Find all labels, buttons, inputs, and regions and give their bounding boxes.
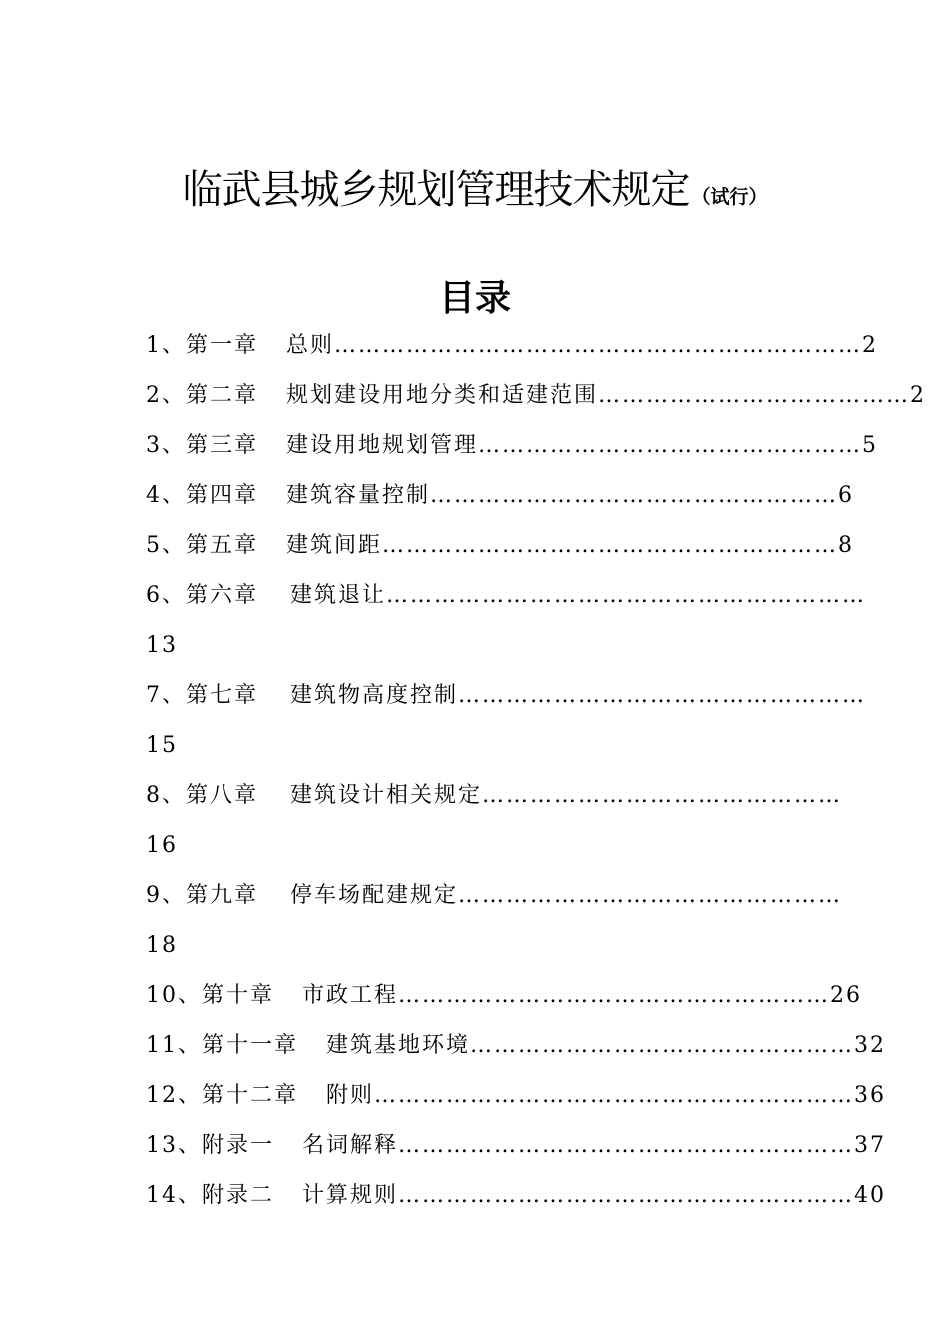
toc-entry-title: 总则	[286, 333, 335, 358]
toc-entry-leader: ……………………………………………………	[386, 583, 867, 608]
toc-entry[interactable]	[146, 1126, 886, 1166]
toc-entry-chapter: 第三章	[186, 433, 259, 458]
toc-entry-number: 6、	[146, 583, 186, 608]
toc-entry-page: 2	[910, 383, 927, 408]
toc-entry-title: 建筑物高度控制	[290, 683, 459, 708]
toc-entry-chapter: 第一章	[186, 333, 259, 358]
toc-entry-title: 停车场配建规定	[290, 883, 459, 908]
toc-entry-leader: …………………………………………………	[398, 1183, 855, 1208]
toc-entry-page: 40	[854, 1183, 887, 1208]
toc-entry-leader: …………………………………………	[458, 883, 843, 908]
toc-entry[interactable]	[146, 326, 878, 366]
toc-entry-chapter: 第六章	[186, 583, 259, 608]
toc-entry-number: 8、	[146, 783, 186, 808]
toc-entry-leader: …………………………………………………	[398, 1133, 855, 1158]
toc-entry-chapter: 第十章	[202, 983, 275, 1008]
toc-entry-title: 建筑基地环境	[326, 1033, 471, 1058]
toc-entry-chapter: 附录二	[202, 1183, 275, 1208]
toc-entry-title: 建筑容量控制	[286, 483, 431, 508]
toc-entry-page: 5	[862, 433, 879, 458]
toc-entry[interactable]	[146, 1076, 886, 1116]
toc-entry[interactable]	[146, 376, 926, 416]
toc-entry-page: 32	[854, 1033, 887, 1058]
toc-entry-number: 4、	[146, 483, 186, 508]
toc-entry-chapter: 第十二章	[202, 1083, 299, 1108]
toc-entry-leader: ……………………………………………………	[374, 1083, 855, 1108]
toc-entry-page: 26	[830, 983, 863, 1008]
toc-entry-page-line	[146, 926, 178, 966]
toc-entry-chapter: 第二章	[186, 383, 259, 408]
toc-entry-chapter: 附录一	[202, 1133, 275, 1158]
toc-entry-page: 6	[838, 483, 855, 508]
toc-entry-page-line	[146, 726, 178, 766]
toc-entry-leader: …………………………………………	[470, 1033, 855, 1058]
toc-entry[interactable]	[146, 876, 842, 916]
toc-entry-chapter: 第十一章	[202, 1033, 299, 1058]
toc-entry-number: 1、	[146, 333, 186, 358]
toc-entry[interactable]	[146, 426, 878, 466]
toc-entry-page: 36	[854, 1083, 887, 1108]
toc-entry-leader: …………………………………	[598, 383, 911, 408]
toc-entry-page: 13	[146, 633, 178, 658]
toc-entry-title: 名词解释	[302, 1133, 399, 1158]
toc-entry-number: 5、	[146, 533, 186, 558]
toc-entry-title: 计算规则	[302, 1183, 399, 1208]
toc-entry-leader: …………………………………………………	[382, 533, 839, 558]
toc-entry-number: 3、	[146, 433, 186, 458]
toc-entry-number: 9、	[146, 883, 186, 908]
toc-entry-chapter: 第七章	[186, 683, 259, 708]
toc-entry-leader: ……………………………………………	[430, 483, 839, 508]
toc-entry-chapter: 第四章	[186, 483, 259, 508]
toc-entry-number: 7、	[146, 683, 186, 708]
toc-entry-leader: …………………………………………………………	[334, 333, 863, 358]
toc-entry-title: 建筑退让	[290, 583, 387, 608]
toc-entry-number: 10、	[146, 983, 202, 1008]
toc-entry-number: 14、	[146, 1183, 202, 1208]
toc-entry-page: 16	[146, 833, 178, 858]
toc-entry-chapter: 第五章	[186, 533, 259, 558]
toc-heading: 目录	[438, 277, 511, 319]
toc-entry-chapter: 第九章	[186, 883, 259, 908]
toc-entry-number: 12、	[146, 1083, 202, 1108]
toc-entry[interactable]	[146, 1176, 886, 1216]
toc-entry-leader: ……………………………………………	[458, 683, 867, 708]
toc-entry[interactable]	[146, 676, 866, 716]
document-title	[0, 158, 950, 215]
toc-entry-page: 18	[146, 933, 178, 958]
title-main: 临武县城乡规划管理技术规定	[182, 167, 690, 213]
toc-entry[interactable]	[146, 576, 866, 616]
toc-entry-title: 规划建设用地分类和适建范围	[286, 383, 599, 408]
toc-entry-page-line	[146, 826, 178, 866]
toc-entry-title: 建筑间距	[286, 533, 383, 558]
toc-entry-leader: …………………………………………	[478, 433, 863, 458]
toc-entry-page-line	[146, 626, 178, 666]
toc-entry[interactable]	[146, 1026, 886, 1066]
toc-entry[interactable]	[146, 476, 854, 516]
toc-entry-title: 附则	[326, 1083, 375, 1108]
toc-entry[interactable]	[146, 776, 842, 816]
toc-entry-page: 37	[854, 1133, 887, 1158]
toc-entry-number: 13、	[146, 1133, 202, 1158]
toc-entry-leader: ………………………………………	[482, 783, 843, 808]
title-suffix: （试行）	[691, 186, 768, 208]
toc-entry-leader: ………………………………………………	[398, 983, 831, 1008]
toc-entry[interactable]	[146, 976, 862, 1016]
toc-entry[interactable]	[146, 526, 854, 566]
toc-entry-title: 建设用地规划管理	[286, 433, 479, 458]
toc-entry-page: 15	[146, 733, 178, 758]
toc-entry-number: 2、	[146, 383, 186, 408]
toc-entry-title: 市政工程	[302, 983, 399, 1008]
toc-entry-chapter: 第八章	[186, 783, 259, 808]
toc-entry-title: 建筑设计相关规定	[290, 783, 483, 808]
toc-entry-page: 2	[862, 333, 879, 358]
toc-entry-page: 8	[838, 533, 855, 558]
toc-entry-number: 11、	[146, 1033, 202, 1058]
